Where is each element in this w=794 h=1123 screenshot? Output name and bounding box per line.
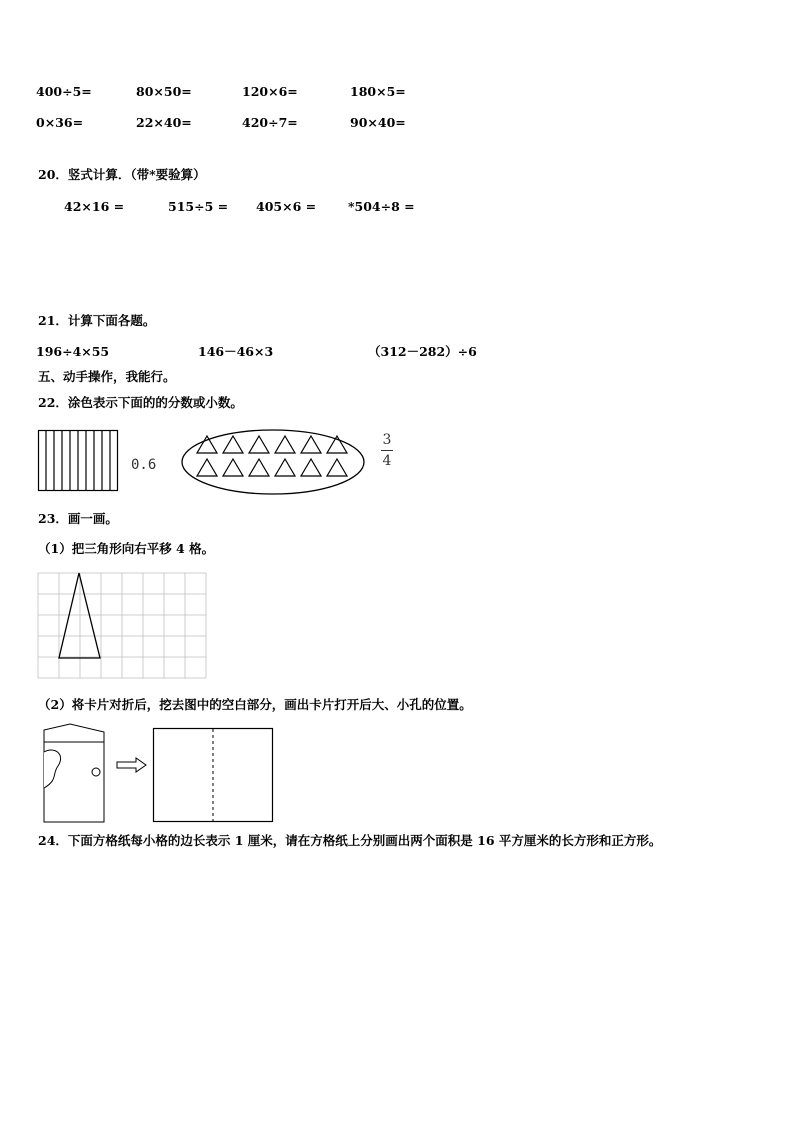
arrow-right-icon [116,757,148,773]
triangle-oval[interactable] [180,428,370,498]
oral-calc-2-4: 90×40= [350,115,406,130]
triangle-item[interactable] [275,459,295,476]
triangle-item[interactable] [197,459,217,476]
q20-title: 20．竖式计算．（带*要验算） [38,167,206,182]
triangle-item[interactable] [249,436,269,453]
triangle-item[interactable] [275,436,295,453]
triangle-item[interactable] [223,459,243,476]
triangle-item[interactable] [197,436,217,453]
triangle-item[interactable] [327,459,347,476]
decimal-label: 0.6 [131,457,157,473]
q24-title: 24．下面方格纸每小格的边长表示 1 厘米，请在方格纸上分别画出两个面积是 16 平方厘米的长方形和正方形。 [38,833,662,848]
triangle-shape [59,573,100,658]
q23-part1: （1）把三角形向右平移 4 格。 [38,541,215,556]
triangle-item[interactable] [301,459,321,476]
fraction-numerator: 3 [382,432,392,448]
triangle-group [197,436,347,476]
oral-calc-1-2: 80×50= [136,84,192,99]
triangle-item[interactable] [301,436,321,453]
oral-calc-2-2: 22×40= [136,115,192,130]
q21-title: 21．计算下面各题。 [38,313,156,328]
oral-calc-1-1: 400÷5= [36,84,92,99]
q23-part2: （2）将卡片对折后，挖去图中的空白部分，画出卡片打开后大、小孔的位置。 [38,697,472,712]
oral-calc-1-4: 180×5= [350,84,406,99]
q21-item-2: 146－46×3 [198,344,274,359]
folded-card [40,722,110,824]
q20-item-3: 405×6 = [256,199,317,214]
q21-item-1: 196÷4×55 [36,344,110,359]
triangle-item[interactable] [223,436,243,453]
unfolded-card[interactable] [153,728,275,824]
q20-item-4: *504÷8 = [348,199,415,214]
q20-item-2: 515÷5 = [168,199,229,214]
q23-title: 23．画一画。 [38,511,118,526]
striped-rectangle[interactable] [38,430,120,492]
fraction-denominator: 4 [382,453,392,469]
q20-item-1: 42×16 = [64,199,125,214]
q22-title: 22．涂色表示下面的的分数或小数。 [38,395,243,410]
oral-calc-1-3: 120×6= [242,84,298,99]
triangle-item[interactable] [249,459,269,476]
grid-lines [38,573,206,678]
oral-calc-2-3: 420÷7= [242,115,298,130]
translation-grid[interactable] [38,573,208,681]
oral-calc-2-1: 0×36= [36,115,84,130]
q21-item-3: （312－282）÷6 [368,344,477,359]
stripe-group [46,431,110,491]
small-hole-cutout [92,768,100,776]
section-5-title: 五、动手操作，我能行。 [38,369,176,384]
fraction-bar [381,450,393,451]
triangle-item[interactable] [327,436,347,453]
